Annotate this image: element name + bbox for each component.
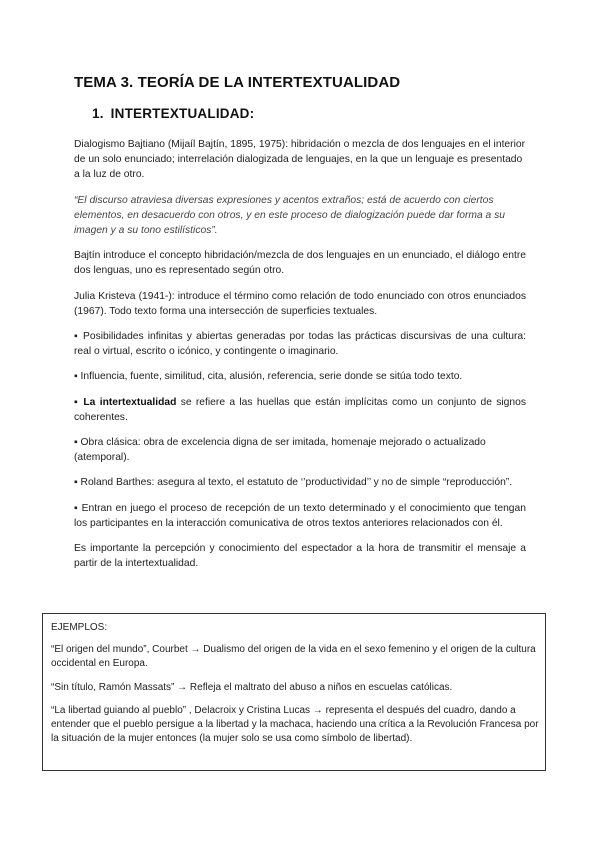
bullet-intertextualidad-term: ▪ La intertextualidad bbox=[74, 396, 177, 408]
bullet-influencia: ▪ Influencia, fuente, similitud, cita, alusión, referencia, serie donde se sitúa todo texto. bbox=[74, 371, 463, 383]
body-text bbox=[74, 137, 526, 581]
paragraph-dialogismo: Dialogismo Bajtiano (Mijaíl Bajtín, 1895, 1975): hibridación o mezcla de dos lenguajes en el interior de un solo enunciado; interrelación dialogizada de lenguajes, en la que un lenguaje es presentado a la luz de otro. bbox=[74, 139, 526, 181]
bullet-posibilidades: ▪ Posibilidades infinitas y abiertas generadas por todas las prácticas discursivas de una cultura: real o virtual, escrito o icónico, y contingente o imaginario. bbox=[74, 331, 526, 358]
paragraph-bajtin: Bajtín introduce el concepto hibridación/mezcla de dos lenguajes en un enunciado, el diálogo entre dos lenguas, uno es representado según otro. bbox=[74, 250, 526, 277]
bullet-intertextualidad-text: se refiere a las huellas que están implícitas como un conjunto de signos coherentes. bbox=[74, 396, 526, 423]
paragraph-percepcion: Es importante la percepción y conocimiento del espectador a la hora de transmitir el mensaje a partir de la intertextualidad. bbox=[74, 543, 526, 570]
example-courbet: “El origen del mundo”, Courbet → Dualismo del origen de la vida en el sexo femenino y el origen de la cultura occidental en Europa. bbox=[51, 644, 536, 670]
section-number: 1. bbox=[92, 106, 104, 121]
example-delacroix: “La libertad guiando al pueblo” , Delacroix y Cristina Lucas → representa el después del cuadro, dando a entender que el pueblo persigue a la libertad y la machaca, haciendo una crítica a la Revolución Francesa por la situación de la mujer entonces (la mujer solo se usa como símbolo de libertad). bbox=[51, 704, 539, 745]
quote-bajtin: “El discurso atraviesa diversas expresiones y acentos extraños; está de acuerdo con ciertos elementos, en desacuerdo con otros, y en este proceso de dialogización puede dar forma a su imagen y a su tono estilísticos”. bbox=[74, 194, 506, 237]
paragraph-kristeva: Julia Kristeva (1941-): introduce el término como relación de todo enunciado con otros enunciados (1967). Todo texto forma una intersección de superficies textuales. bbox=[74, 290, 526, 317]
section-heading bbox=[92, 106, 532, 121]
bullet-obra-clasica: ▪ Obra clásica: obra de excelencia digna de ser imitada, homenaje mejorado o actualizado (atemporal). bbox=[74, 437, 486, 464]
section-title: INTERTEXTUALIDAD: bbox=[110, 106, 255, 121]
bullet-recepcion: ▪ Entran en juego el proceso de recepción de un texto determinado y el conocimiento que tengan los participantes en la interacción comunicativa de otros textos anteriores relacionados con él. bbox=[74, 502, 526, 529]
examples-box bbox=[42, 613, 546, 771]
bullet-intertextualidad bbox=[74, 395, 526, 425]
bullet-barthes: ▪ Roland Barthes: asegura al texto, el estatuto de ‘’productividad’’ y no de simple “reproducción”. bbox=[74, 477, 513, 489]
example-massats: “Sin título, Ramón Massats” → Refleja el maltrato del abuso a niños en escuelas católicas. bbox=[51, 681, 453, 693]
page-title: TEMA 3. TEORÍA DE LA INTERTEXTUALIDAD bbox=[74, 74, 401, 91]
examples-heading: EJEMPLOS: bbox=[51, 622, 108, 633]
